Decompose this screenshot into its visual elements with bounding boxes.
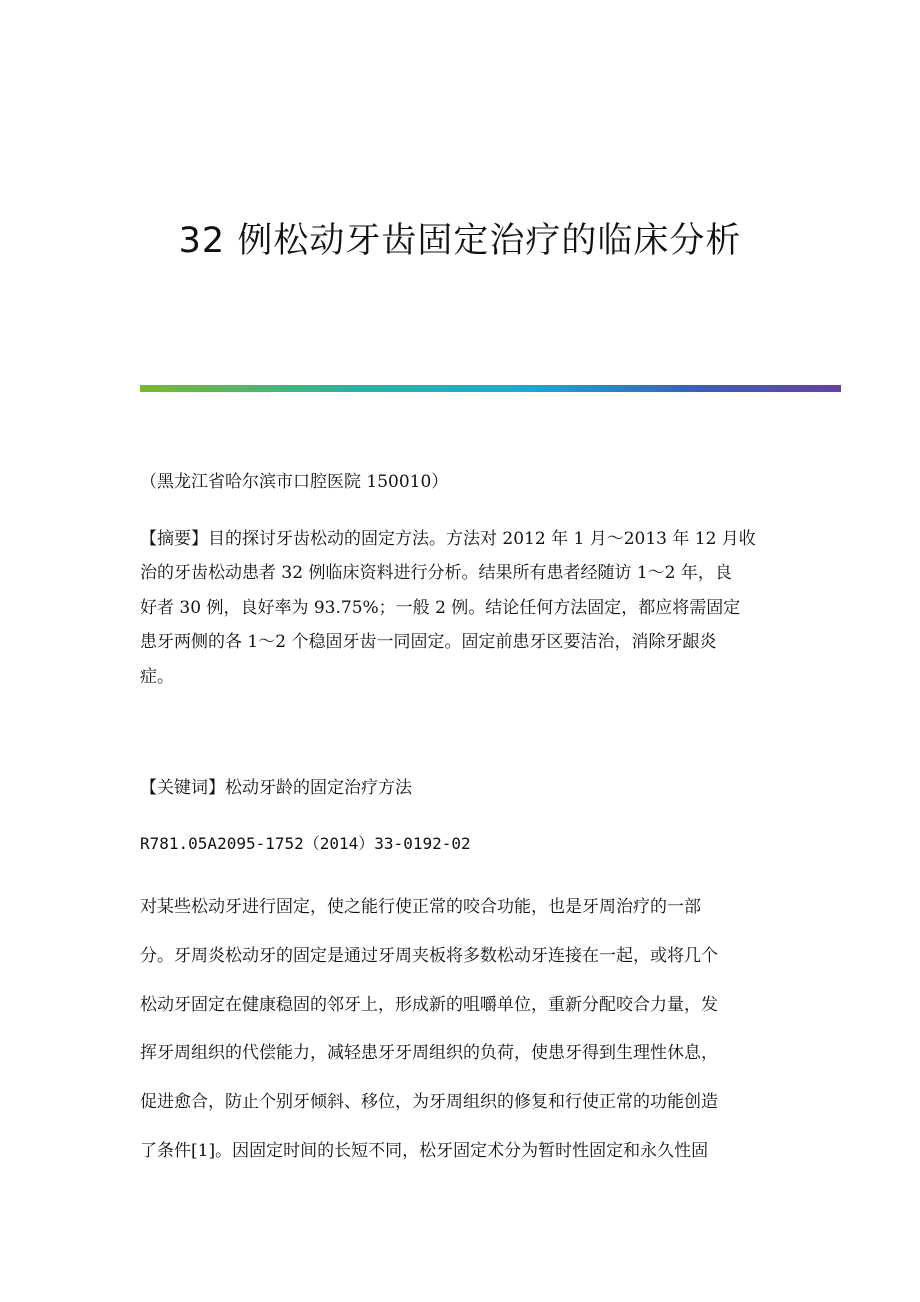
body-paragraph [140, 883, 780, 1176]
author-affiliation: （黑龙江省哈尔滨市口腔医院 150010） [140, 472, 449, 492]
body-line: 挥牙周组织的代偿能力，减轻患牙牙周组织的负荷，使患牙得到生理性休息， [140, 1043, 718, 1064]
abstract-line: 症。 [140, 666, 174, 687]
keywords: 【关键词】松动牙龄的固定治疗方法 [140, 778, 412, 798]
document-title: 32 例松动牙齿固定治疗的临床分析 [178, 221, 742, 261]
body-line: 了条件[1]。因固定时间的长短不同，松牙固定术分为暂时性固定和永久性固 [140, 1140, 709, 1161]
classification-code: R781.05A2095-1752（2014）33-0192-02 [140, 834, 471, 853]
body-line: 分。牙周炎松动牙的固定是通过牙周夹板将多数松动牙连接在一起，或将几个 [140, 945, 718, 966]
body-line: 对某些松动牙进行固定，使之能行使正常的咬合功能，也是牙周治疗的一部 [140, 897, 701, 917]
abstract [140, 522, 780, 694]
title-divider [140, 385, 841, 392]
abstract-line: 治的牙齿松动患者 32 例临床资料进行分析。结果所有患者经随访 1～2 年，良 [140, 563, 732, 584]
body-line: 促进愈合，防止个别牙倾斜、移位，为牙周组织的修复和行使正常的功能创造 [140, 1092, 718, 1113]
body-line: 松动牙固定在健康稳固的邻牙上，形成新的咀嚼单位，重新分配咬合力量，发 [140, 994, 718, 1015]
abstract-line: 【摘要】目的探讨牙齿松动的固定方法。方法对 2012 年 1 月～2013 年 12 月收 [140, 529, 756, 549]
abstract-line: 好者 30 例，良好率为 93.75%；一般 2 例。结论任何方法固定，都应将需固定 [140, 597, 741, 618]
abstract-line: 患牙两侧的各 1～2 个稳固牙齿一同固定。固定前患牙区要洁治，消除牙龈炎 [140, 632, 717, 653]
